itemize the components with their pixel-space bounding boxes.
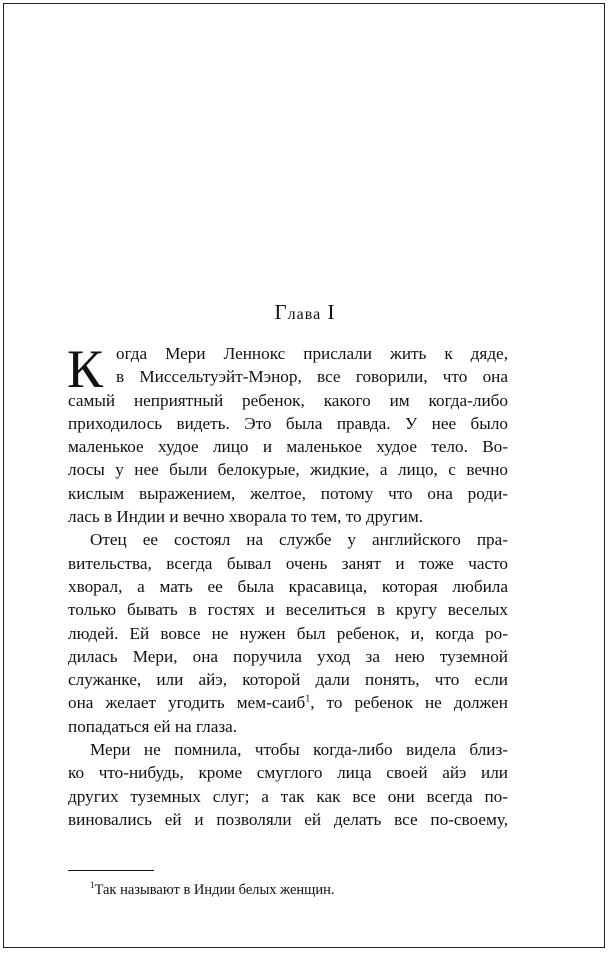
footnote-divider [68,870,154,871]
text-line: Отец ее состоял на службе у английского пра- [90,530,508,550]
text-line: лосы у нее были белокурые, жидкие, а лицо, с вечно [68,460,508,480]
chapter-title-cap: Г [274,300,288,324]
text-line: других туземных слуг; а так как все они всегда по- [68,786,508,806]
text-line: вительства, всегда бывал очень занят и тоже часто [68,553,508,573]
footnote-text: Так называют в Индии белых женщин. [94,882,335,898]
drop-cap: К [67,339,104,399]
footnote-ref[interactable]: 1 [305,693,311,705]
text-line: огда Мери Леннокс прислали жить к дяде, [116,344,508,363]
footnote [90,881,335,899]
text-line: попадаться ей на глаза. [68,716,238,736]
text-line: хворал, а мать ее была красавица, которая любила [68,576,508,596]
text-line: приходилось видеть. Это была правда. У нее было [68,413,508,433]
chapter-numeral: I [327,300,336,324]
text-line-with-footnote [68,691,508,714]
chapter-title [0,300,610,325]
body-text [67,339,508,831]
text-line: виновались ей и позволяли ей делать все по-своему, [68,809,508,829]
footnote-marker: 1 [90,880,95,891]
text-line: Мери не помнила, чтобы когда-либо видела близ- [90,740,508,760]
text-line: ко что-нибудь, кроме смуглого лица своей айэ или [68,763,508,783]
text-line: лась в Индии и вечно хворала то тем, то другим. [68,507,424,527]
text-line: кислым выражением, желтое, потому что она роди- [68,483,508,503]
text-line: людей. Ей вовсе не нужен был ребенок, и, когда ро- [68,623,508,643]
text-segment: она желает угодить мем-саиб [68,693,306,713]
text-line: только бывать в гостях и веселиться в кругу веселых [68,600,508,620]
text-line: в Миссельтуэйт-Мэнор, все говорили, что она [116,367,508,387]
text-line: служанке, или айэ, которой дали понять, что если [68,670,508,690]
text-segment: , то ребенок не должен [310,693,508,713]
chapter-title-small: лава [287,306,322,323]
text-line: маленькое худое лицо и маленькое худое тело. Во- [68,437,508,457]
text-line: дилась Мери, она поручила уход за нею туземной [68,646,508,666]
text-line: самый неприятный ребенок, какого им когда-либо [68,390,508,410]
